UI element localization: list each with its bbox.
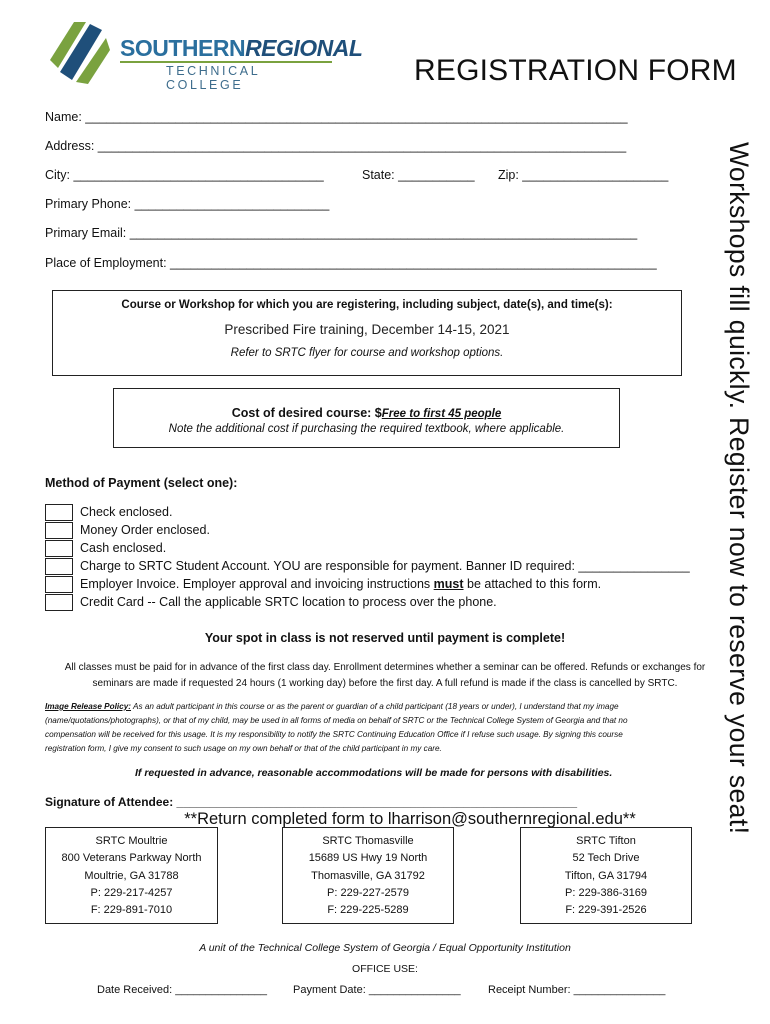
- policy-text: [45, 660, 725, 692]
- payment-option-label: Cash enclosed.: [80, 541, 167, 555]
- location-tifton: [520, 827, 692, 924]
- location-phone: P: 229-217-4257: [90, 886, 173, 899]
- checkbox[interactable]: [45, 540, 73, 557]
- location-street: 800 Veterans Parkway North: [61, 852, 202, 865]
- cost-box: [113, 388, 620, 448]
- payment-option-label: Money Order enclosed.: [80, 523, 210, 537]
- cost-value[interactable]: Free to first 45 people: [381, 408, 502, 420]
- location-name: SRTC Thomasville: [322, 835, 414, 847]
- location-fax: F: 229-225-5289: [327, 904, 409, 917]
- location-fax: F: 229-391-2526: [565, 904, 647, 917]
- image-release-line: registration form, I give my consent to such usage on my own behalf or that of the child participant in my care.: [45, 744, 442, 753]
- footer-unit: A unit of the Technical College System of Georgia / Equal Opportunity Institution: [199, 942, 571, 954]
- email-field[interactable]: Primary Email: _________________________________________________________________________: [45, 226, 638, 240]
- payment-heading: Method of Payment (select one):: [45, 476, 238, 490]
- course-box: [52, 290, 682, 376]
- location-street: 15689 US Hwy 19 North: [308, 852, 428, 865]
- city-field[interactable]: City: ____________________________________: [45, 168, 324, 182]
- payment-option-label: Credit Card -- Call the applicable SRTC location to process over the phone.: [80, 595, 497, 609]
- address-field[interactable]: Address: ____________________________________________________________________________: [45, 139, 627, 153]
- checkbox[interactable]: [45, 504, 73, 521]
- location-phone: P: 229-386-3169: [565, 886, 647, 899]
- side-banner: [718, 142, 758, 835]
- image-release-line: (name/quotations/photographs), or that of my child, may be used in all forms of media on behalf of SRTC or the Technical College System of Georgia and that no: [45, 716, 628, 725]
- logo-divider: [120, 61, 332, 63]
- image-release-line: As an adult participant in this course or as the parent or guardian of a child participant (18 years or under), I understand that my image: [131, 702, 619, 711]
- location-name: SRTC Tifton: [576, 835, 636, 847]
- payment-option-label: Charge to SRTC Student Account. YOU are responsible for payment. Banner ID required: ________________: [80, 559, 690, 573]
- cost-note: Note the additional cost if purchasing the required textbook, where applicable.: [168, 423, 565, 435]
- form-title: REGISTRATION FORM: [414, 54, 737, 87]
- logo-subtitle: TECHNICAL COLLEGE: [166, 64, 260, 92]
- return-instructions: **Return completed form to lharrison@southernregional.edu**: [184, 810, 636, 828]
- employment-field[interactable]: Place of Employment: ______________________________________________________________________: [45, 256, 657, 270]
- location-phone: P: 229-227-2579: [327, 886, 409, 899]
- payment-option-label: Employer Invoice. Employer approval and invoicing instructions must be attached to this form.: [80, 577, 602, 591]
- image-release-policy: [45, 700, 715, 756]
- payment-option-label: Check enclosed.: [80, 505, 173, 519]
- college-logo: [44, 16, 363, 92]
- location-city: Thomasville, GA 31792: [311, 869, 425, 882]
- course-note: Refer to SRTC flyer for course and workshop options.: [230, 347, 504, 359]
- checkbox[interactable]: [45, 522, 73, 539]
- logo-stripes-icon: [44, 16, 114, 86]
- checkbox[interactable]: [45, 558, 73, 575]
- accommodations-notice: If requested in advance, reasonable accommodations will be made for persons with disabilities.: [135, 767, 613, 779]
- checkbox[interactable]: [45, 576, 73, 593]
- cost-label: Cost of desired course: $: [231, 406, 382, 420]
- location-street: 52 Tech Drive: [572, 852, 640, 865]
- location-thomasville: [282, 827, 454, 924]
- policy-line: All classes must be paid for in advance of the first class day. Enrollment determines whether a seminar can be offered. Refunds or exchanges for: [64, 662, 706, 673]
- side-banner-text: Workshops fill quickly. Register now to reserve your seat!: [724, 142, 754, 835]
- checkbox[interactable]: [45, 594, 73, 611]
- image-release-label: Image Release Policy:: [45, 702, 132, 711]
- date-received-field[interactable]: Date Received: _______________: [97, 984, 268, 996]
- location-fax: F: 229-891-7010: [90, 904, 173, 917]
- name-field[interactable]: Name: ______________________________________________________________________________: [45, 110, 628, 124]
- zip-field[interactable]: Zip: _____________________: [498, 168, 669, 182]
- payment-date-field[interactable]: Payment Date: _______________: [293, 984, 461, 996]
- logo-word-southern: SOUTHERN: [120, 35, 246, 61]
- logo-word-regional: REGIONAL: [245, 35, 363, 61]
- reserved-notice: Your spot in class is not reserved until payment is complete!: [204, 631, 566, 645]
- office-use-label: OFFICE USE:: [352, 963, 418, 975]
- phone-field[interactable]: Primary Phone: ____________________________: [45, 197, 330, 211]
- location-name: SRTC Moultrie: [95, 835, 168, 847]
- signature-field[interactable]: Signature of Attendee: ____________________________________________________________: [45, 795, 577, 809]
- course-value[interactable]: Prescribed Fire training, December 14-15, 2021: [224, 322, 510, 337]
- receipt-number-field[interactable]: Receipt Number: _______________: [488, 984, 666, 996]
- location-city: Tifton, GA 31794: [564, 869, 648, 882]
- location-city: Moultrie, GA 31788: [84, 869, 179, 882]
- location-moultrie: [45, 827, 218, 924]
- image-release-line: compensation will be received for this usage. It is my responsibility to notify the SRTC Continuing Education Office if I refuse such usage. By signing this course: [45, 730, 623, 739]
- policy-line: seminars are made if requested 24 hours (1 working day) before the first day. A full refund is made if the class is cancelled by SRTC.: [92, 678, 678, 689]
- state-field[interactable]: State: ___________: [362, 168, 475, 182]
- course-heading: Course or Workshop for which you are registering, including subject, date(s), and time(s):: [121, 299, 613, 311]
